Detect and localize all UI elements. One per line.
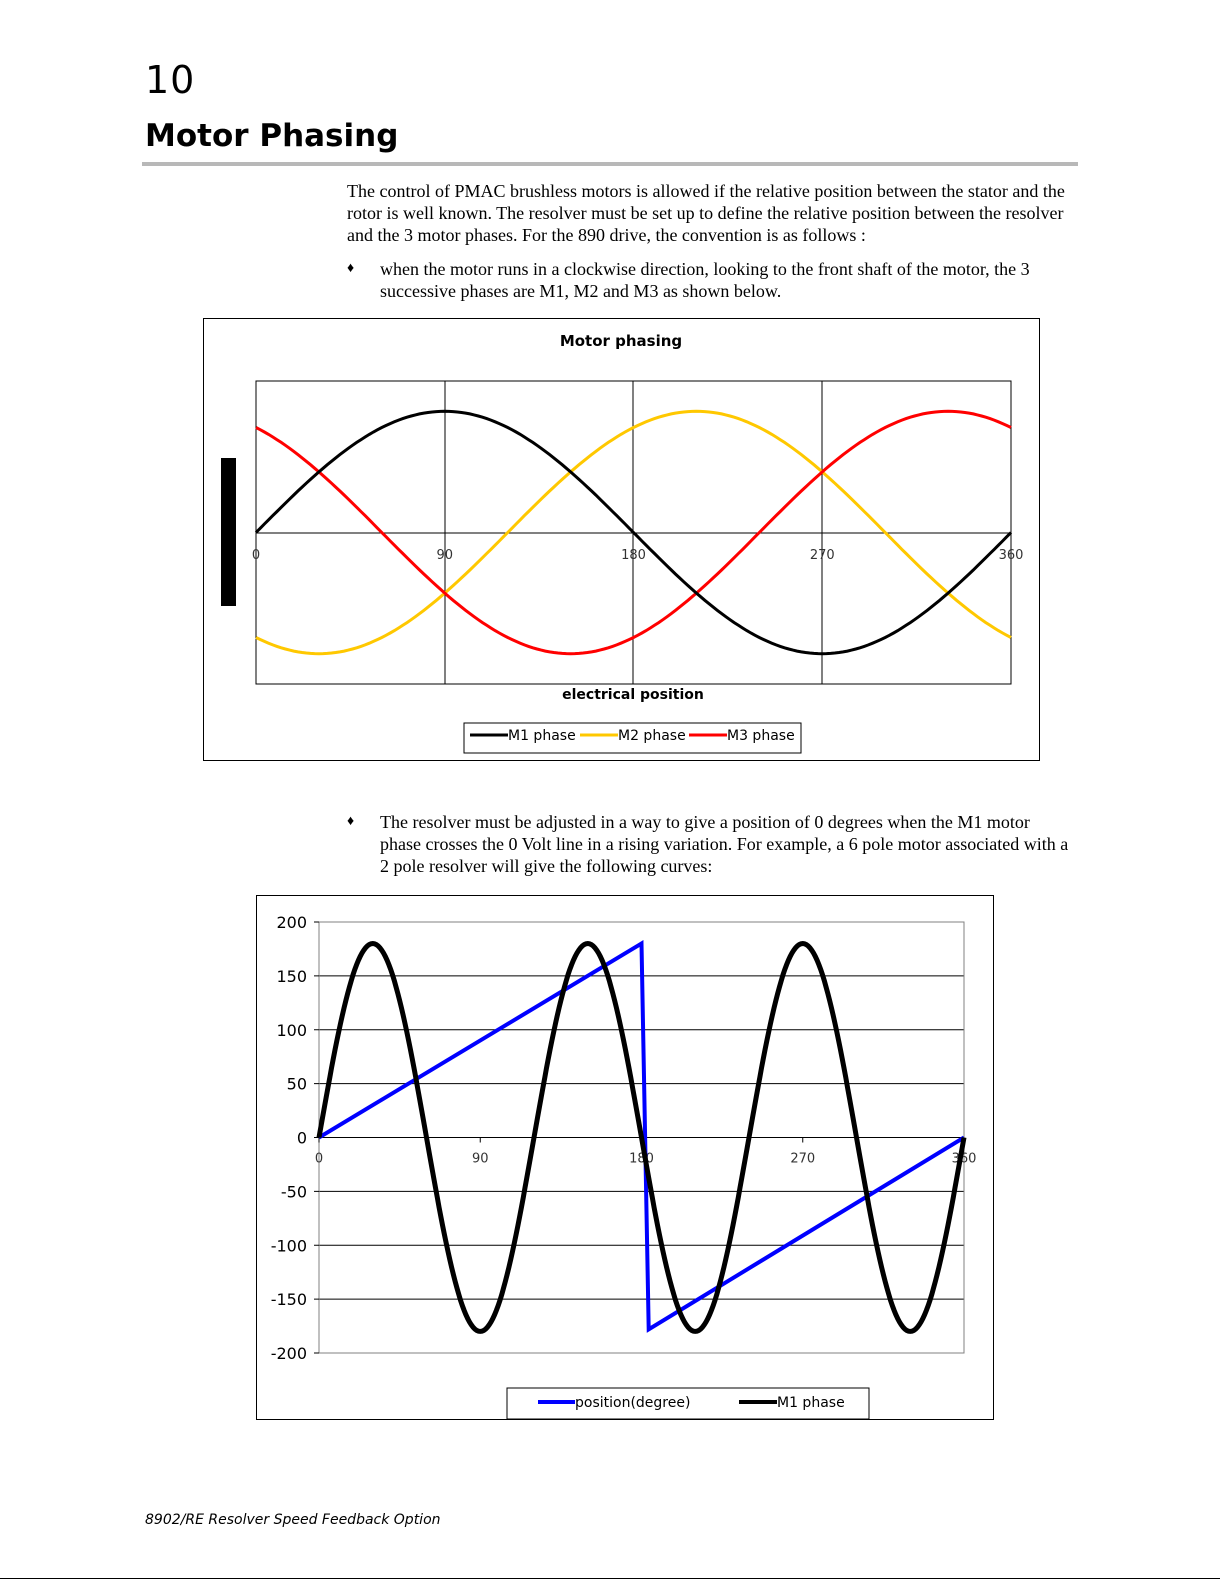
motor-phasing-chart bbox=[203, 318, 1040, 761]
resolver-position-chart-svg bbox=[257, 896, 993, 1419]
title-divider bbox=[142, 162, 1078, 166]
x-tick-label: 180 bbox=[621, 548, 646, 563]
resolver-position-chart bbox=[256, 895, 994, 1420]
x-tick-label: 90 bbox=[436, 548, 454, 563]
x-axis-label: electrical position bbox=[562, 687, 704, 703]
x-tick-label: 270 bbox=[809, 548, 835, 563]
legend-label-m1: M1 phase bbox=[508, 728, 576, 744]
legend-label-m1: M1 phase bbox=[777, 1395, 845, 1411]
bottom-divider bbox=[0, 1578, 1220, 1579]
bullet-diamond-icon: ♦ bbox=[347, 261, 355, 276]
x-tick-label: 180 bbox=[629, 1151, 654, 1167]
y-tick-label: -100 bbox=[270, 1236, 307, 1256]
legend-label-position: position(degree) bbox=[575, 1395, 691, 1411]
y-tick-label: -50 bbox=[280, 1182, 307, 1202]
legend-label-m3: M3 phase bbox=[727, 728, 795, 744]
y-tick-label: 100 bbox=[276, 1020, 307, 1040]
x-tick-label: 0 bbox=[251, 548, 261, 563]
chart-legend bbox=[507, 1388, 869, 1419]
axis-label-block bbox=[221, 458, 236, 606]
y-tick-label: 0 bbox=[296, 1128, 307, 1148]
x-tick-label: 270 bbox=[790, 1151, 816, 1167]
y-tick-label: 150 bbox=[276, 966, 307, 986]
y-tick-label: 200 bbox=[276, 913, 307, 932]
chapter-number: 10 bbox=[145, 58, 196, 102]
chart-title: Motor phasing bbox=[559, 332, 683, 350]
chapter-title: Motor Phasing bbox=[145, 118, 399, 154]
x-tick-label: 90 bbox=[471, 1151, 489, 1167]
bullet-text: when the motor runs in a clockwise direction, looking to the front shaft of the motor, the 3 successive phases are M1, M2 and M3 as shown below. bbox=[380, 259, 1030, 301]
legend-label-m2: M2 phase bbox=[618, 728, 686, 744]
x-tick-label: 360 bbox=[998, 548, 1024, 563]
y-tick-label: -150 bbox=[270, 1290, 307, 1310]
y-tick-label: -200 bbox=[270, 1344, 307, 1363]
x-tick-label: 0 bbox=[314, 1151, 324, 1167]
bullet-text: The resolver must be adjusted in a way to give a position of 0 degrees when the M1 motor phase crosses the 0 Volt line in a rising variation. For example, a 6 pole motor associated with a 2 pole resolver will give the following curves: bbox=[380, 812, 1069, 876]
motor-phasing-chart-svg bbox=[204, 319, 1039, 760]
x-tick-label: 360 bbox=[951, 1151, 977, 1167]
page-footer: 8902/RE Resolver Speed Feedback Option bbox=[145, 1512, 441, 1528]
intro-paragraph: The control of PMAC brushless motors is allowed if the relative position between the stator and the rotor is well known. The resolver must be set up to define the relative position between the resolver and the 3 motor phases. For the 890 drive, the convention is as follows : bbox=[347, 181, 1065, 245]
chart-legend bbox=[464, 723, 801, 753]
bullet-diamond-icon: ♦ bbox=[347, 814, 355, 829]
y-tick-label: 50 bbox=[286, 1074, 307, 1094]
